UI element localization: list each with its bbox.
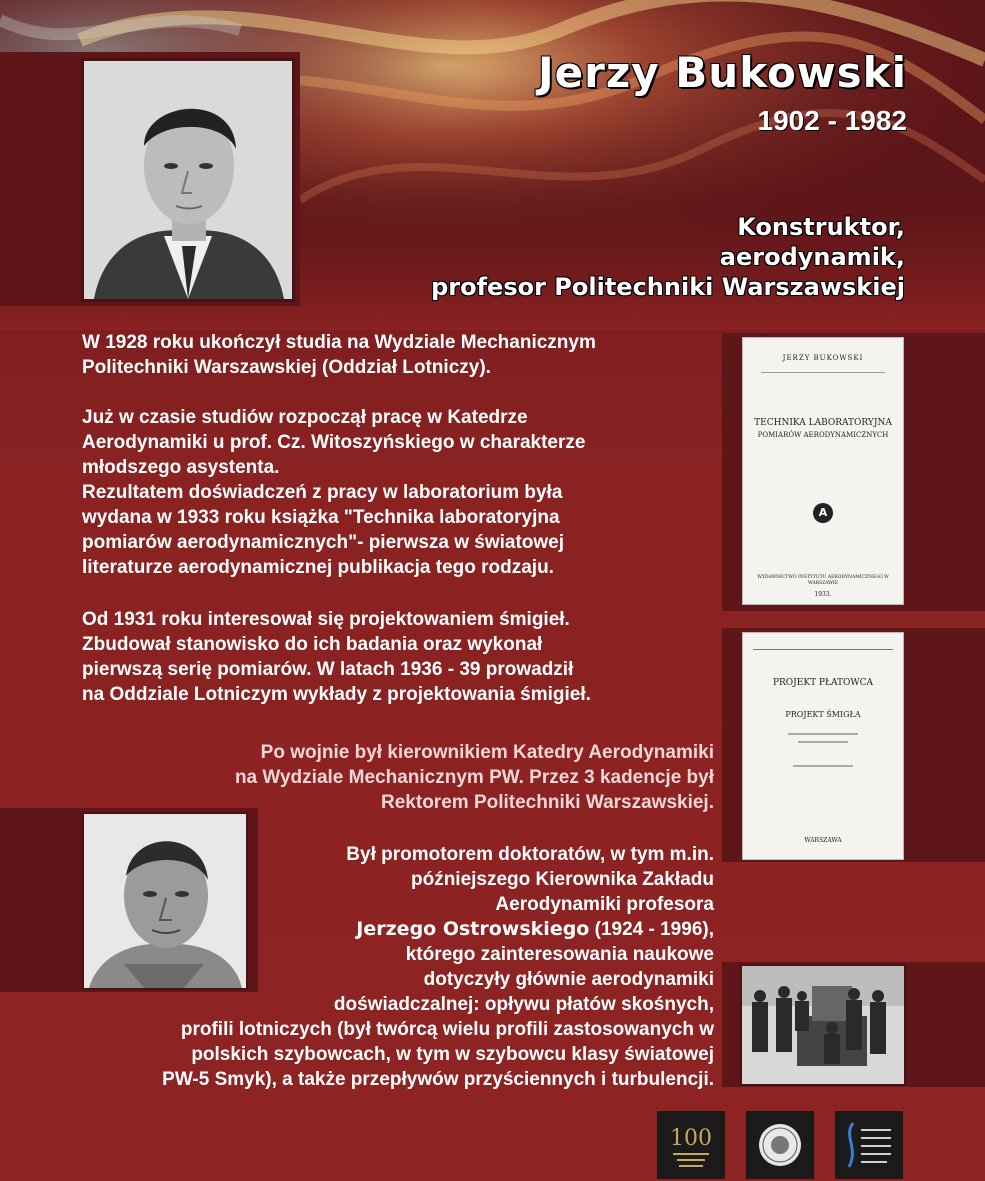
book2-text-placeholder [788,733,858,735]
book1-year: 1933. [814,591,832,598]
text-line: polskich szybowcach, w tym w szybowcu klasy światowej [191,1044,714,1065]
student-years: (1924 - 1996), [589,919,714,940]
subtitle [285,212,905,302]
portrait-photo-young [81,58,295,302]
text-line: dotyczyły głównie aerodynamiki [423,969,714,990]
student-name: Jerzego Ostrowskiego [356,918,590,940]
faculty-logo [835,1111,903,1179]
text-line: wydana w 1933 roku książka "Technika laboratoryjna [82,507,560,528]
book2-title: PROJEKT PŁATOWCA [772,678,874,688]
book2-subtitle: PROJEKT ŚMIGŁA [785,710,861,719]
person-name: Jerzy Bukowski [538,48,907,97]
paragraph-education [82,330,722,380]
subtitle-line: Konstruktor, [737,213,905,241]
subtitle-line: profesor Politechniki Warszawskiej [431,273,905,301]
text-line: PW-5 Smyk), a także przepływów przyściennych i turbulencji. [162,1069,714,1090]
svg-text:100: 100 [670,1126,712,1151]
politechnika-100-icon [661,1115,721,1175]
text-line: późniejszego Kierownika Zakładu [410,869,714,890]
book1-emblem-icon: A [813,503,833,523]
paragraph-propellers [82,607,722,707]
life-years: 1902 - 1982 [757,105,907,136]
university-seal-icon [755,1120,805,1170]
politechnika-100-logo [657,1111,725,1179]
text-line: doświadczalnej: opływu płatów skośnych, [333,994,714,1015]
book2-text-placeholder [793,765,853,767]
text-line: na Wydziale Mechanicznym PW. Przez 3 kadencje był [234,767,714,788]
text-line: Był promotorem doktoratów, w tym m.in. [346,844,714,865]
text-line: pomiarów aerodynamicznych"- pierwsza w światowej [82,532,565,553]
book1-title-line: POMIARÓW AERODYNAMICZNYCH [757,431,889,439]
paragraph-doctorates [80,842,714,1092]
text-line: W 1928 roku ukończył studia na Wydziale Mechanicznym [82,332,596,353]
faculty-logo-icon [839,1115,899,1175]
book2-header-line [753,649,893,650]
paragraph-postwar [120,740,714,815]
portrait-young-image [84,61,292,299]
text-line: Aerodynamiki profesora [495,894,714,915]
text-line: Po wojnie był kierownikiem Katedry Aerodynamiki [260,742,714,763]
book1-author: JERZY BUKOWSKI [782,354,864,362]
text-line: Rezultatem doświadczeń z pracy w laboratorium była [82,482,563,503]
text-line: którego zainteresowania naukowe [405,944,714,965]
text-line: Zbudował stanowisko do ich badania oraz wykonał [82,634,543,655]
book2-text-placeholder [798,741,848,743]
book2-city: WARSZAWA [804,837,842,844]
book1-divider [761,372,885,373]
book1-publisher: WYDAWNICTWO INSTYTUTU AERODYNAMICZNEGO W WARSZAWIE [757,575,889,586]
university-seal [746,1111,814,1179]
text-line: pierwszą serię pomiarów. W latach 1936 - 39 prowadził [82,659,574,680]
text-line: profili lotniczych (był twórcą wielu profili zastosowanych w [180,1019,714,1040]
group-photo-laboratory [740,964,906,1086]
text-line: Politechniki Warszawskiej (Oddział Lotniczy). [82,357,491,378]
paragraph-early-career [82,405,722,580]
text-line: Od 1931 roku interesował się projektowaniem śmigieł. [82,609,570,630]
subtitle-line: aerodynamik, [719,243,905,271]
text-line: literaturze aerodynamicznej publikacja tego rodzaju. [82,557,554,578]
book-cover-projekt-smigla [742,632,904,860]
text-line: młodszego asystenta. [82,457,280,478]
text-line: Już w czasie studiów rozpoczął pracę w Katedrze [82,407,528,428]
text-line: Rektorem Politechniki Warszawskiej. [381,792,714,813]
book-cover-technika [742,337,904,605]
text-line-with-name [80,917,714,942]
text-line: na Oddziale Lotniczym wykłady z projektowania śmigieł. [82,684,591,705]
group-photo-image [742,966,904,1084]
text-line: Aerodynamiki u prof. Cz. Witoszyńskiego w charakterze [82,432,586,453]
book1-title-line: TECHNIKA LABORATORYJNA [754,418,892,428]
